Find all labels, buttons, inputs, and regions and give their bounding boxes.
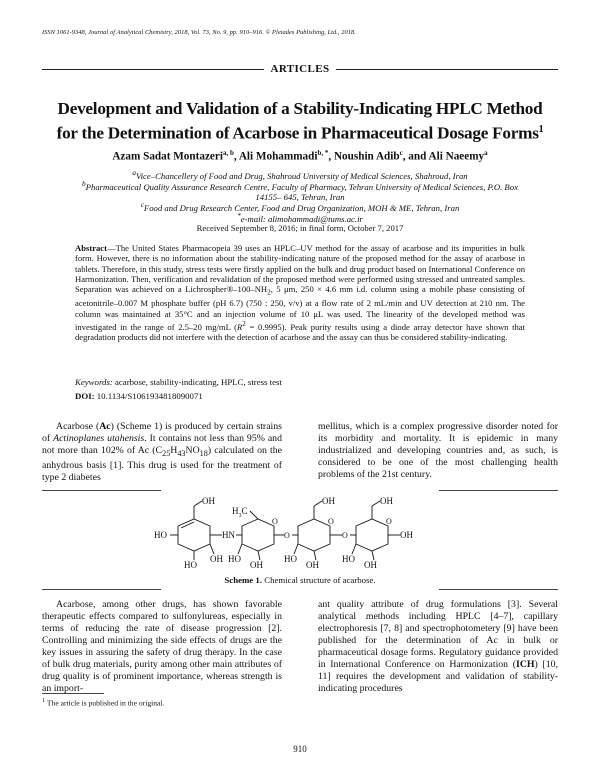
oh-label-4: OH bbox=[322, 496, 335, 506]
journal-header: ISSN 1061-9348, Journal of Analytical Chemistry, 2018, Vol. 73, No. 9, pp. 910–916. © Pleiades Publishing, Ltd., 2018. bbox=[42, 29, 356, 36]
ring-o-label-2: O bbox=[272, 517, 278, 526]
affiliation-c: $^c$Food and Drug Research Center, Food and Drug Organization, MOH & ME, Tehran, Iran bbox=[140, 201, 460, 213]
footnote bbox=[42, 697, 164, 708]
ring-2 bbox=[242, 519, 274, 551]
caption-rule-left bbox=[42, 589, 161, 590]
author-name: Ali Mohammadi bbox=[238, 150, 318, 163]
author-affiliation-mark: a, b bbox=[222, 149, 234, 157]
intro-right-column bbox=[318, 421, 558, 481]
h3c-label: $H_3C$ bbox=[232, 506, 248, 519]
abstract-label: Abstract bbox=[75, 243, 107, 253]
caption-rule-right bbox=[439, 589, 558, 590]
page-number: 910 bbox=[293, 744, 307, 754]
received-dates: Received September 8, 2016; in final form, October 7, 2017 bbox=[196, 223, 404, 233]
footnote-mark: 1 bbox=[42, 697, 46, 704]
author-separator: , bbox=[328, 150, 334, 163]
intro-paragraph-start: Acarbose (Ac) (Scheme 1) is produced by certain strains of Actinoplanes utahensis. It contains not less than 95% and not more than 102% of Ac $(C_{25}H_{43}NO_{18})$ calculated on the anhydrous basis [1]. This drug is used for the treatment of type 2 diabetes bbox=[42, 421, 282, 483]
affiliation-a: $^a$Vice–Chancellery of Food and Drug, Shahroud University of Medical Sciences, Shahroud, Iran bbox=[132, 169, 468, 181]
affiliation-b: $^b$Pharmaceutical Quality Assurance Research Centre, Faculty of Pharmacy, Tehran University of Medical Sciences, P.O. Box 14155– 645, Tehran, Iran bbox=[82, 180, 518, 203]
ring-3 bbox=[298, 519, 330, 551]
corresponding-email: *e-mail: alimohammadi@tums.ac.ir bbox=[237, 212, 363, 224]
oh-label-5: OH bbox=[306, 560, 319, 570]
ring-1 bbox=[178, 519, 210, 551]
hn-label: HN bbox=[222, 530, 235, 540]
ho-label-1: HO bbox=[154, 530, 167, 540]
doi-value: 10.1134/S1061934818090071 bbox=[96, 391, 203, 401]
doi bbox=[75, 391, 203, 401]
article-title bbox=[40, 99, 560, 144]
scheme-caption bbox=[0, 575, 600, 585]
oh-label-6: OH bbox=[380, 496, 393, 506]
author-affiliation-mark: c bbox=[399, 149, 403, 157]
keywords-text: acarbose, stability-indicating, HPLC, stress test bbox=[115, 377, 282, 387]
ho-label-5: HO bbox=[342, 554, 355, 564]
ring-4 bbox=[356, 519, 388, 551]
oh-label-8: OH bbox=[400, 530, 413, 540]
author-affiliation-mark: b, * bbox=[317, 149, 329, 157]
title-footnote-mark: 1 bbox=[538, 123, 544, 135]
intro-left-column bbox=[42, 421, 282, 484]
column-rule-right bbox=[439, 490, 558, 491]
abstract-text: —The United States Pharmacopeia 39 uses an HPLC–UV method for the assay of acarbose and its impurities in bulk form. However, there is no information about the stability-indicating nature of the proposed method for the assay of acarbose in tablets. Therefore, in this study, stress tests were firstly applied on the bulk and drug product based on International Conference on Harmonization. Then, verification and revalidation of the proposed method were performed using stressed and untreated samples. Separation was achieved on a $Lichrospher®-100-NH_2$, 5 μm, 250 × 4.6 mm i.d. column using a mobile phase consisting of acetonitrile–0.007 M phosphate buffer (pH 6.7) (750 : 250, v/v) at a flow rate of 2 mL/min and UV detection at 210 nm. The column was maintained at 35°C and an injection volume of 10 μL was used. The linearity of the developed method was investigated in the range of 2.5–20 mg/mL $(R^2 = 0.9995)$. Peak purity results using a diode array detector have shown that degradation products did not interfere with the detection of acarbose and the assay can thus be considered stability-indicating. bbox=[75, 243, 525, 342]
doi-label: DOI: bbox=[75, 391, 95, 401]
ho-label-3: HO bbox=[228, 554, 241, 564]
author-name: Azam Sadat Montazeri bbox=[112, 150, 223, 163]
oh-label-7: OH bbox=[364, 560, 377, 570]
author-name: Noushin Adib bbox=[333, 150, 400, 163]
acarbose-structure-diagram bbox=[150, 492, 450, 572]
column-rule-left bbox=[42, 490, 161, 491]
bridge-o-label-1: O bbox=[284, 531, 290, 540]
keywords bbox=[75, 377, 282, 387]
body-right-column bbox=[318, 599, 558, 695]
footnote-rule bbox=[42, 693, 104, 694]
ring-o-label-4: O bbox=[386, 517, 392, 526]
section-label: ARTICLES bbox=[0, 63, 600, 75]
oh-label-2: OH bbox=[210, 554, 223, 564]
scheme-caption-text: Chemical structure of acarbose. bbox=[262, 575, 376, 585]
author-affiliation-mark: a bbox=[484, 149, 488, 157]
author-list bbox=[40, 149, 560, 163]
scheme-caption-label: Scheme 1. bbox=[224, 575, 263, 585]
title-line-2: for the Determination of Acarbose in Pharmaceutical Dosage Forms bbox=[56, 123, 539, 143]
bridge-o-label-2: O bbox=[342, 531, 348, 540]
title-line-1: Development and Validation of a Stability-Indicating HPLC Method bbox=[57, 99, 543, 118]
intro-paragraph-end: mellitus, which is a complex progressive disorder noted for its morbidity and mortality. It is epidemic in many industrialized and developing countries and, as such, is considered to be one of the most challenging health problems of the 21st century. bbox=[318, 421, 558, 480]
body-paragraph-1: Acarbose, among other drugs, has shown favorable therapeutic effects compared to sulfonylureas, especially in terms of reducing the rate of disease progression [2]. Controlling and minimizing the side effects of drugs are the key issues in assuring the safety of drug therapy. In the case of bulk drug materials, purity among other main attributes of drug quality is of prominent importance, whereas strength is an import- bbox=[42, 599, 282, 694]
ho-label-4: HO bbox=[284, 554, 297, 564]
body-left-column bbox=[42, 599, 282, 695]
oh-label-3: OH bbox=[250, 560, 263, 570]
footnote-text: The article is published in the original. bbox=[45, 698, 165, 708]
author-separator: , and bbox=[402, 150, 429, 163]
author-name: Ali Naeemy bbox=[428, 150, 485, 163]
ring-o-label-3: O bbox=[328, 517, 334, 526]
abstract bbox=[75, 243, 525, 342]
body-paragraph-2: ant quality attribute of drug formulations [3]. Several analytical methods including HPLC [4–7], capillary electrophoresis [7, 8] and spectrophotometery [9] have been published for the determination of Ac in bulk or pharmaceutical dosage forms. Regulatory guidance provided in International Conference on Harmonization (ICH) [10, 11] requires the development and validation of stability-indicating procedures bbox=[318, 599, 558, 694]
ho-label-2: HO bbox=[184, 560, 197, 570]
author-separator: , bbox=[233, 150, 239, 163]
keywords-label: Keywords: bbox=[75, 377, 113, 387]
oh-label-1: OH bbox=[202, 496, 215, 506]
